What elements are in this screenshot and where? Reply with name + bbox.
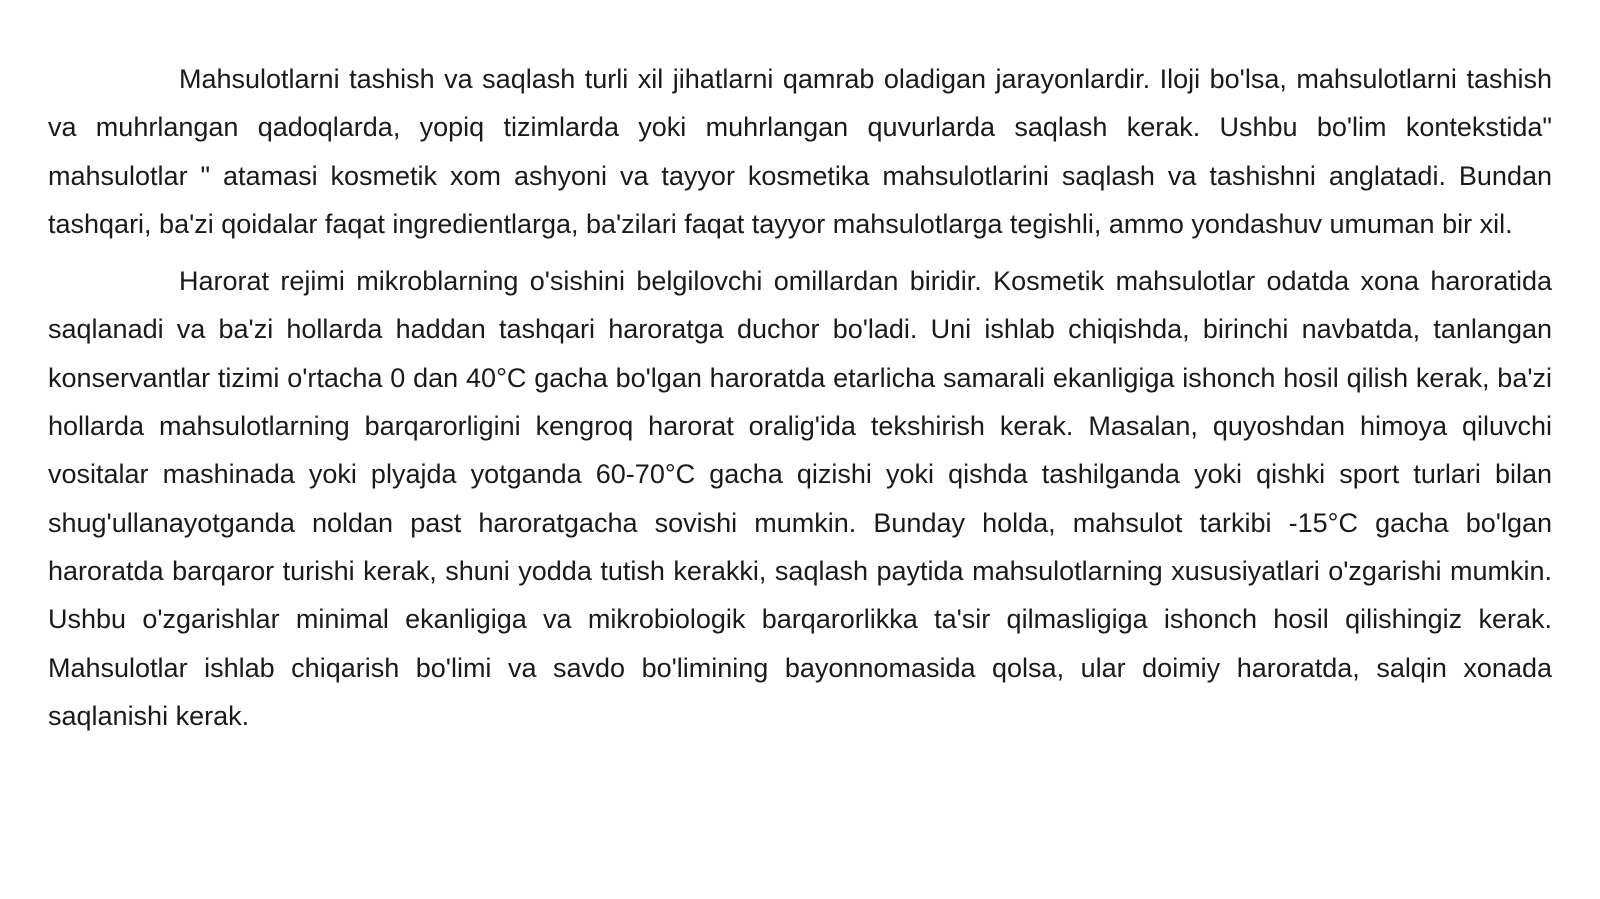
document-page <box>48 55 1552 740</box>
paragraph-transport-storage: Mahsulotlarni tashish va saqlash turli xil jihatlarni qamrab oladigan jarayonlardir. Iloji bo'lsa, mahsulotlarni tashish va muhrlangan qadoqlarda, yopiq tizimlarda yoki muhrlangan quvurlarda saqlash kerak. Ushbu bo'lim kontekstida" mahsulotlar " atamasi kosmetik xom ashyoni va tayyor kosmetika mahsulotlarini saqlash va tashishni anglatadi. Bundan tashqari, ba'zi qoidalar faqat ingredientlarga, ba'zilari faqat tayyor mahsulotlarga tegishli, ammo yondashuv umuman bir xil. <box>48 64 1552 239</box>
paragraph-temperature-regime: Harorat rejimi mikroblarning o'sishini belgilovchi omillardan biridir. Kosmetik mahsulotlar odatda xona haroratida saqlanadi va ba'zi hollarda haddan tashqari haroratga duchor bo'ladi. Uni ishlab chiqishda, birinchi navbatda, tanlangan konservantlar tizimi o'rtacha 0 dan 40°C gacha bo'lgan haroratda etarlicha samarali ekanligiga ishonch hosil qilish kerak, ba'zi hollarda mahsulotlarning barqarorligini kengroq harorat oralig'ida tekshirish kerak. Masalan, quyoshdan himoya qiluvchi vositalar mashinada yoki plyajda yotganda 60-70°C gacha qizishi yoki qishda tashilganda yoki qishki sport turlari bilan shug'ullanayotganda noldan past haroratgacha sovishi mumkin. Bunday holda, mahsulot tarkibi -15°C gacha bo'lgan haroratda barqaror turishi kerak, shuni yodda tutish kerakki, saqlash paytida mahsulotlarning xususiyatlari o'zgarishi mumkin. Ushbu o'zgarishlar minimal ekanligiga va mikrobiologik barqarorlikka ta'sir qilmasligiga ishonch hosil qilishingiz kerak. Mahsulotlar ishlab chiqarish bo'limi va savdo bo'limining bayonnomasida qolsa, ular doimiy haroratda, salqin xonada saqlanishi kerak. <box>48 266 1552 731</box>
